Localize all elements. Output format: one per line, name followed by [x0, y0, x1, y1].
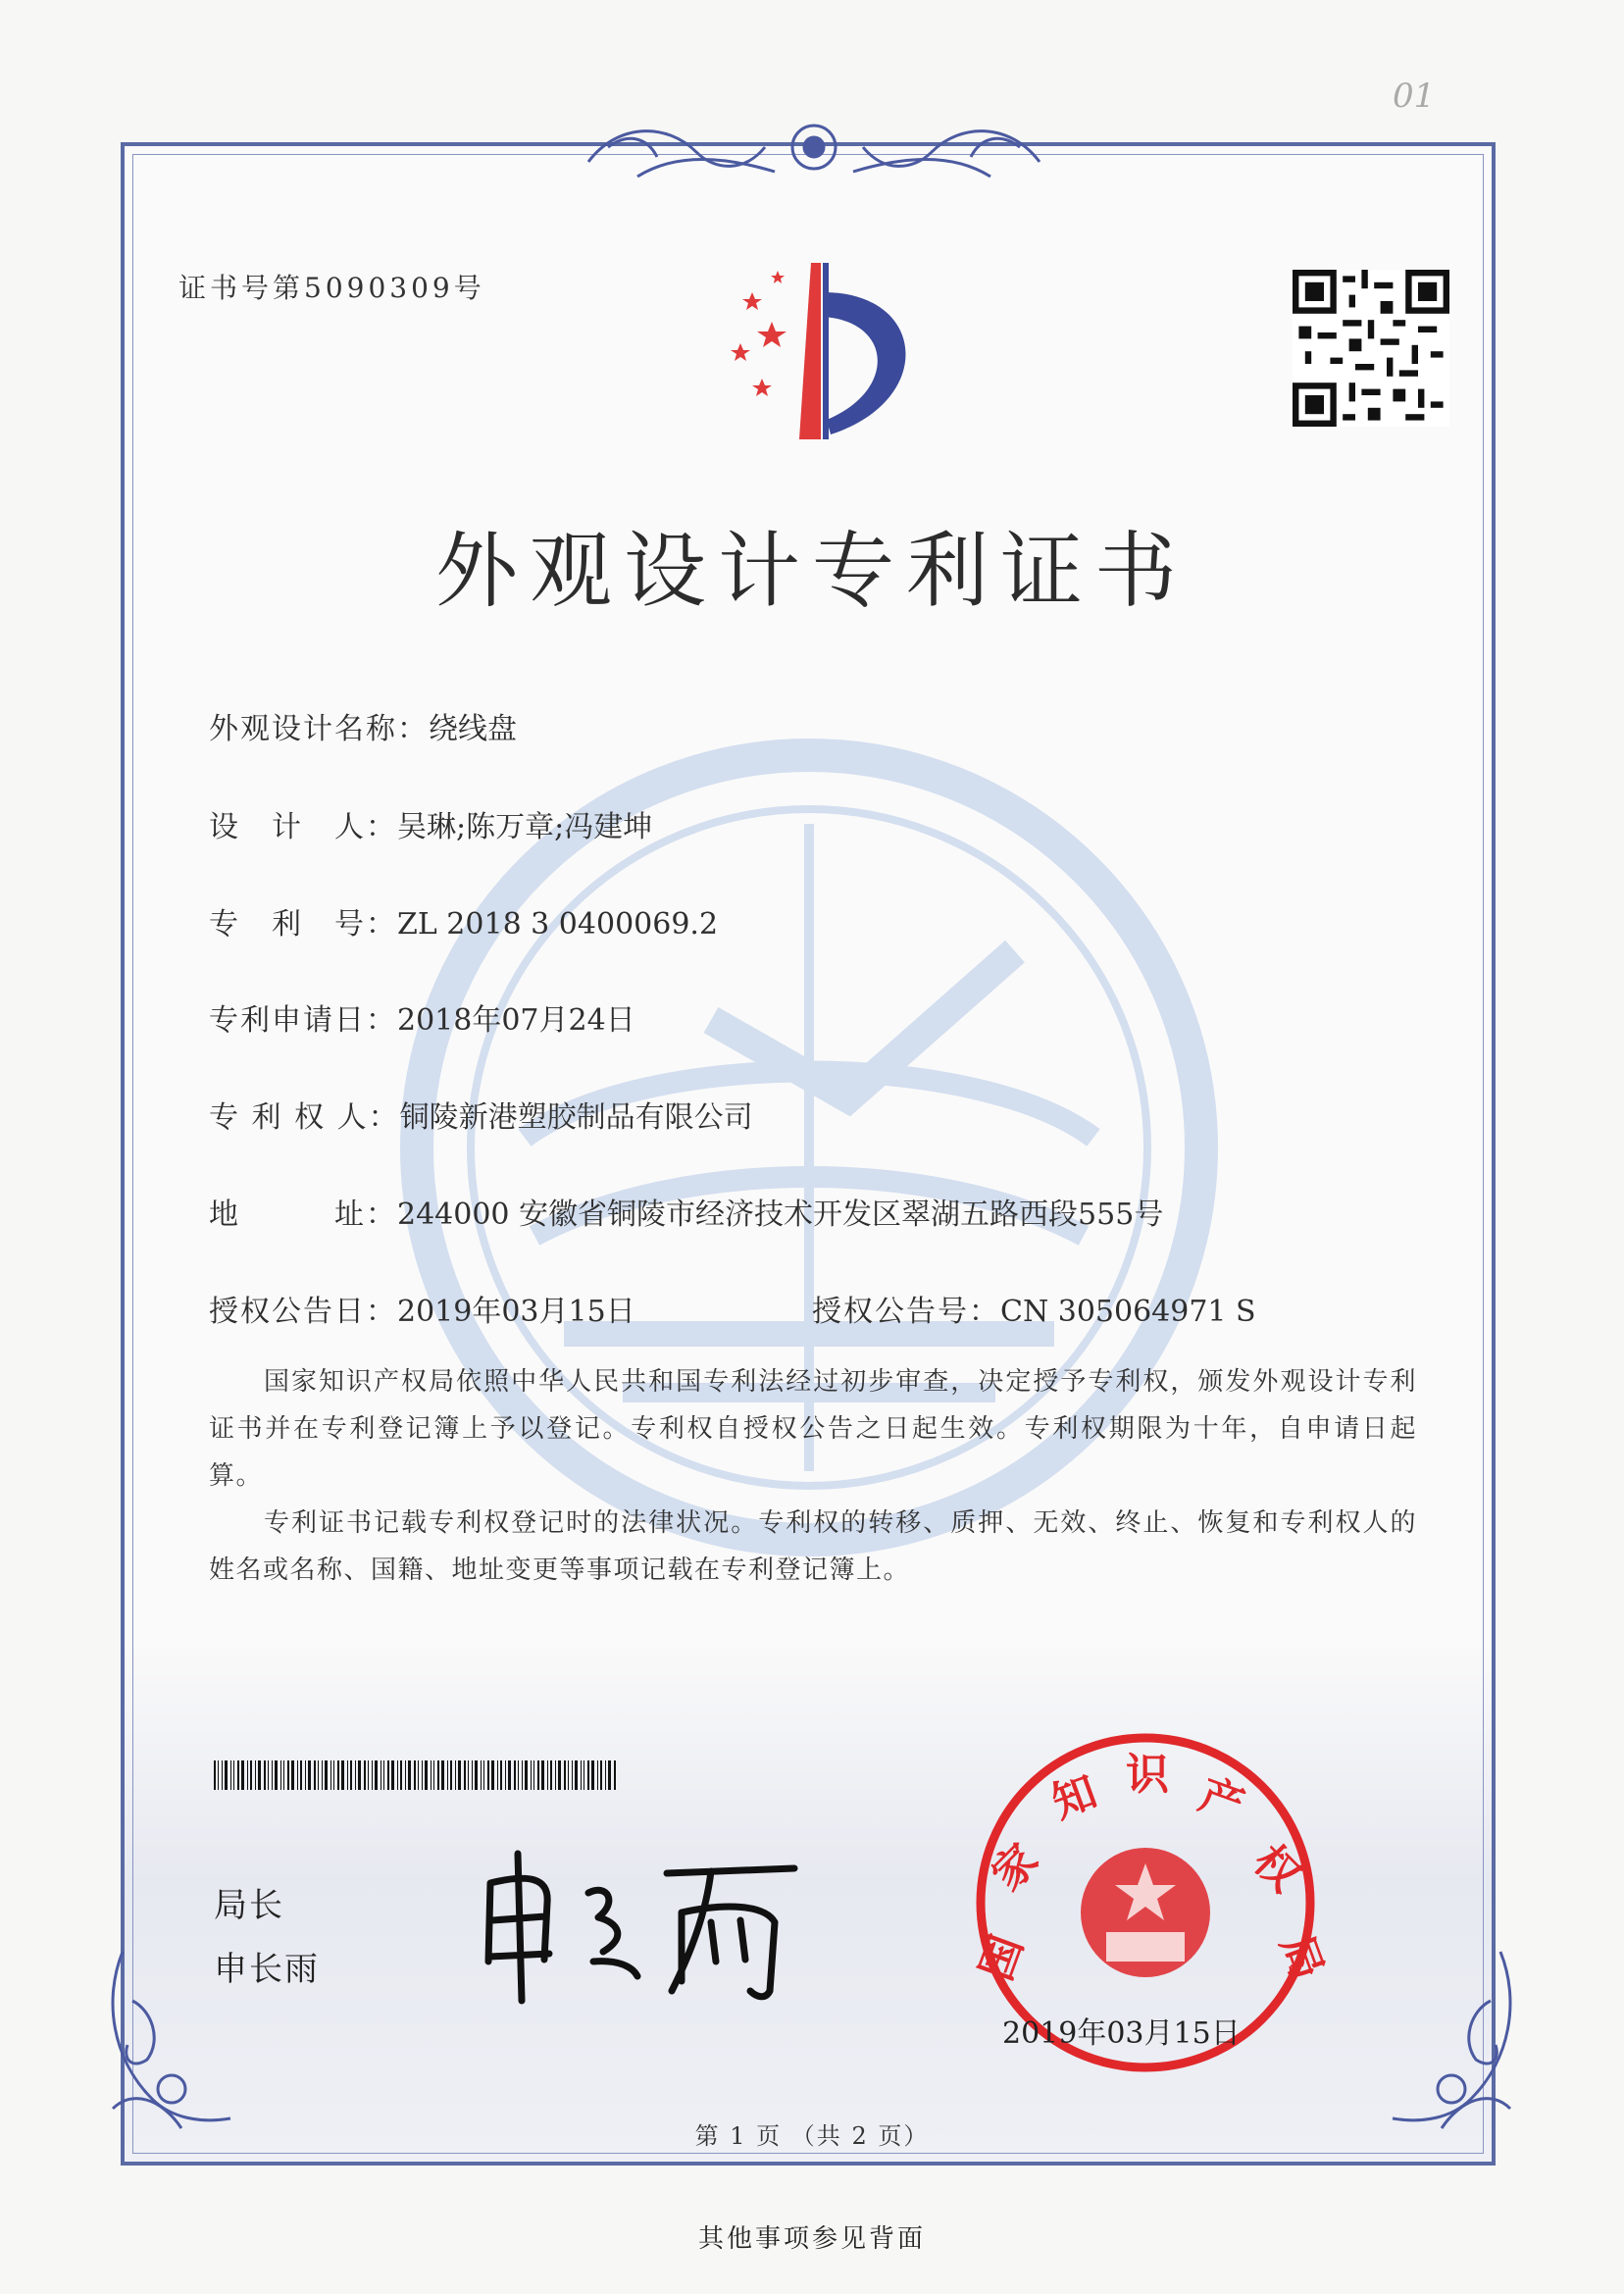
signatory-title: 局长: [214, 1886, 284, 1925]
field-value: 2018年07月24日: [397, 1003, 635, 1038]
paragraph: 国家知识产权局依照中华人民共和国专利法经过初步审查，决定授予专利权，颁发外观设计专利证书并在专利登记簿上予以登记。专利权自授权公告之日起生效。专利权期限为十年，自申请日起算。: [209, 1367, 1417, 1491]
svg-text:权: 权: [1243, 1835, 1310, 1902]
seal-date: 2019年03月15日: [1002, 2016, 1241, 2051]
field-filing-date: [209, 995, 635, 1039]
field-design-name: [209, 704, 517, 747]
field-grant-date: [209, 1287, 635, 1330]
certificate-title: 外观设计专利证书: [434, 523, 1189, 619]
field-value: CN 305064971 S: [1000, 1295, 1256, 1329]
field-value: 铜陵新港塑胶制品有限公司: [399, 1100, 753, 1135]
page-number: 第 1 页 （共 2 页）: [694, 2122, 930, 2150]
field-patentee: [209, 1093, 753, 1136]
field-value: 244000 安徽省铜陵市经济技术开发区翠湖五路西段555号: [397, 1198, 1164, 1232]
field-label: 外观设计名称：: [209, 712, 429, 746]
svg-text:识: 识: [1126, 1750, 1169, 1800]
field-grant-no: [812, 1287, 1256, 1330]
field-value: ZL 2018 3 0400069.2: [397, 907, 719, 942]
field-label: 设 计 人：: [209, 810, 397, 844]
barcode: [214, 1760, 618, 1790]
field-value: 吴琳;陈万章;冯建坤: [397, 810, 653, 844]
qr-code: [1293, 270, 1449, 427]
field-label: 专 利 权 人：: [209, 1100, 400, 1135]
svg-text:家: 家: [982, 1834, 1048, 1901]
patent-office-logo: [701, 253, 956, 449]
field-value: 2019年03月15日: [397, 1295, 635, 1329]
top-ornament: [579, 103, 1049, 196]
svg-text:产: 产: [1193, 1769, 1251, 1832]
svg-text:国: 国: [971, 1928, 1034, 1987]
field-label: 地 址：: [209, 1198, 397, 1232]
back-note: 其他事项参见背面: [697, 2224, 926, 2254]
handwritten-mark: 01: [1393, 76, 1436, 116]
svg-text:局: 局: [1270, 1928, 1333, 1987]
bottom-right-ornament: [1383, 1942, 1530, 2138]
legal-statement: [209, 1358, 1417, 1594]
field-label: 授权公告日：: [209, 1295, 397, 1329]
field-designers: [209, 802, 652, 845]
field-label: 授权公告号：: [812, 1295, 1000, 1329]
certificate-number: 证书号第5090309号: [178, 272, 485, 304]
handwritten-signature: [471, 1844, 824, 2011]
signatory-name: 申长雨: [214, 1950, 320, 1989]
field-label: 专利申请日：: [209, 1003, 397, 1038]
field-patent-no: [209, 899, 718, 943]
paragraph: 专利证书记载专利权登记时的法律状况。专利权的转移、质押、无效、终止、恢复和专利权人的姓名或名称、国籍、地址变更等事项记载在专利登记簿上。: [209, 1508, 1417, 1585]
svg-text:知: 知: [1045, 1766, 1104, 1829]
field-value: 绕线盘: [429, 712, 517, 746]
field-address: [209, 1190, 1163, 1233]
field-label: 专 利 号：: [209, 907, 397, 942]
